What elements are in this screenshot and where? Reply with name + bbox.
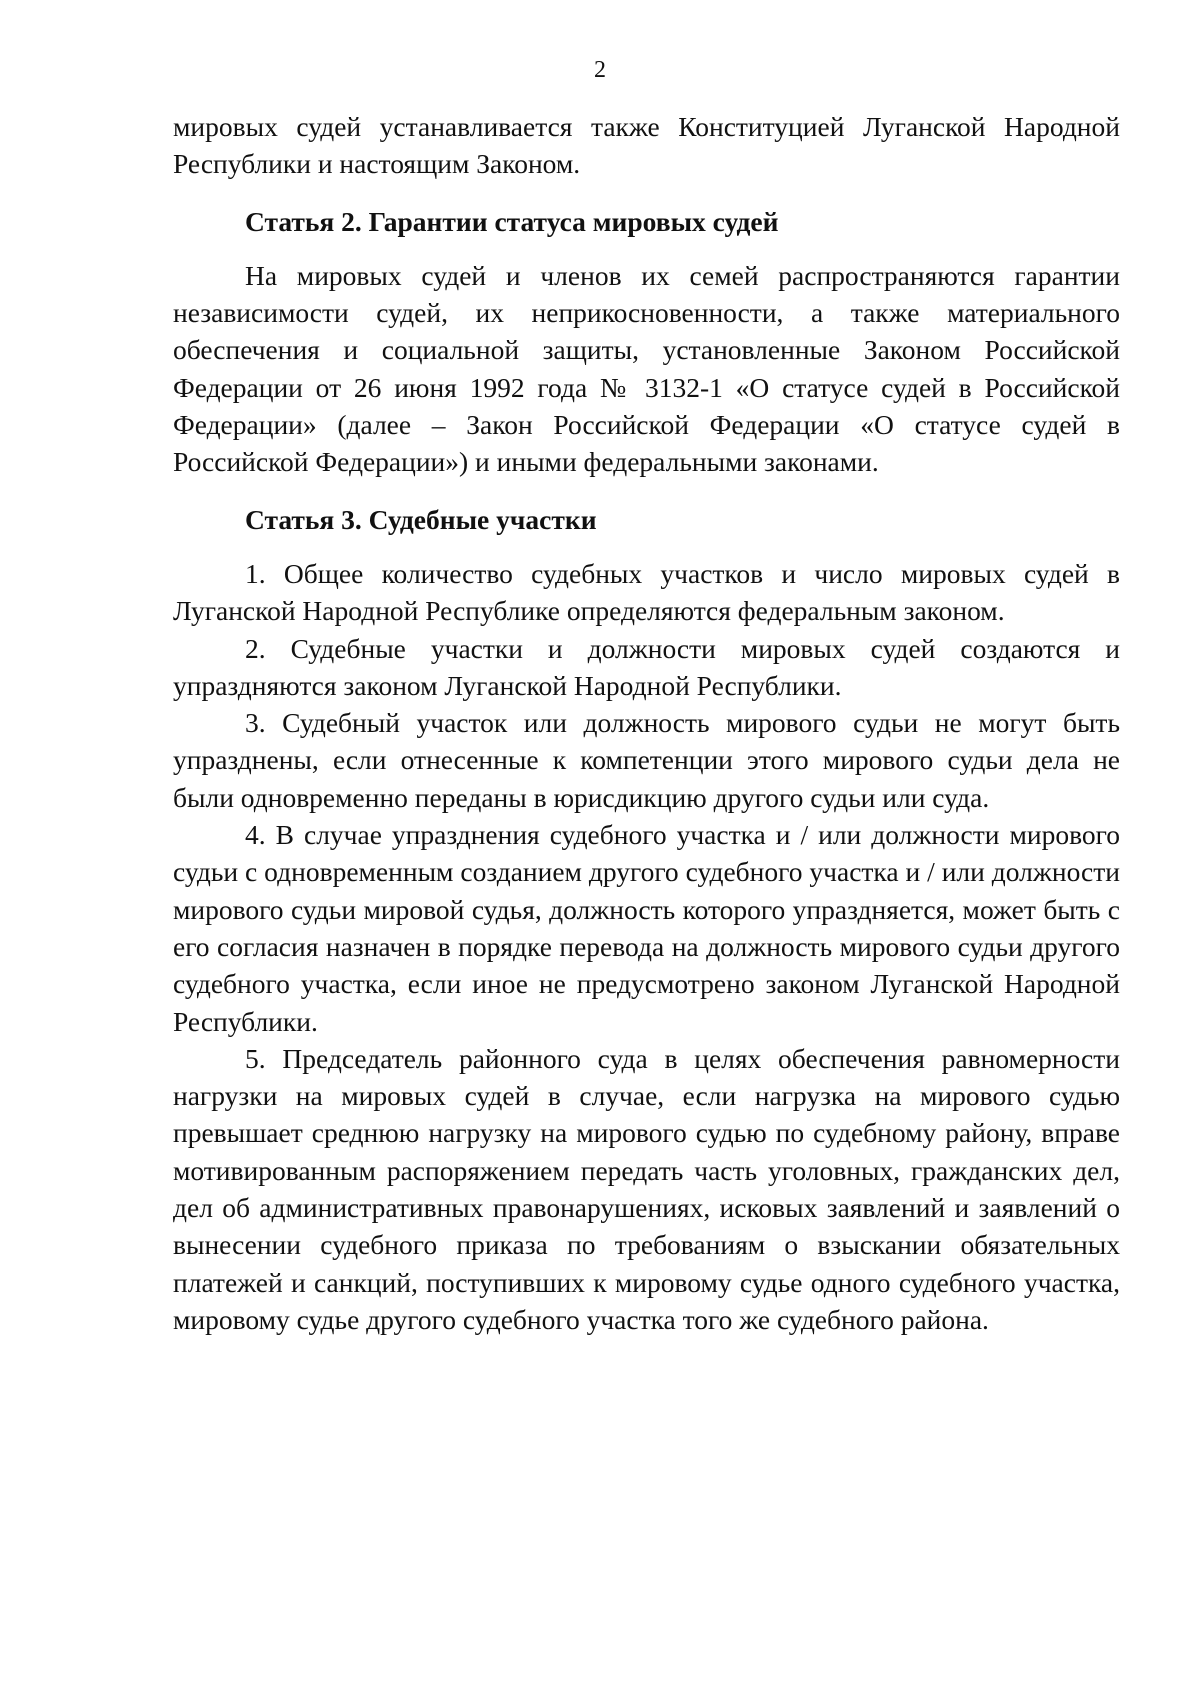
article-3-clause-5: 5. Председатель районного суда в целях обеспечения равномерности нагрузки на мировых судей в случае, если нагрузка на мирового судью превышает среднюю нагрузку на мирового судью по судебному району, вправе мотивированным распоряжением передать часть уголовных, гражданских дел, дел об административных правонарушениях, исковых заявлений и заявлений о вынесении судебного приказа по требованиям о взыскании обязательных платежей и санкций, поступивших к мировому судье одного судебного участка, мировому судье другого судебного участка того же судебного района.	[173, 1042, 1120, 1335]
article-3-clause-3: 3. Судебный участок или должность мирового судьи не могут быть упразднены, если отнесенные к компетенции этого мирового судьи дела не были одновременно переданы в юрисдикцию другого судьи или суда.	[173, 707, 1120, 813]
intro-paragraph: мировых судей устанавливается также Конституцией Луганской Народной Республики и настоящим Законом.	[173, 111, 1120, 180]
article-3-clause-2: 2. Судебные участки и должности мировых судей создаются и упраздняются законом Луганской Народной Республики.	[173, 632, 1120, 701]
article-2-heading: Статья 2. Гарантии статуса мировых судей	[245, 205, 779, 237]
article-3-clause-1: 1. Общее количество судебных участков и число мировых судей в Луганской Народной Республике определяются федеральным законом.	[173, 557, 1120, 627]
document-body	[173, 108, 1120, 1338]
page-number: 2	[594, 57, 606, 83]
article-3-clause-4: 4. В случае упразднения судебного участка и / или должности мирового судьи с одновременным созданием другого судебного участка и / или должности мирового судьи мировой судья, должность которого упраздняется, может быть с его согласия назначен в порядке перевода на должность мирового судьи другого судебного участка, если иное не предусмотрено законом Луганской Народной Республики.	[173, 819, 1120, 1037]
article-3-heading: Статья 3. Судебные участки	[245, 503, 597, 535]
article-2-paragraph: На мировых судей и членов их семей распространяются гарантии независимости судей, их неприкосновенности, а также материального обеспечения и социальной защиты, установленные Законом Российской Федерации от 26 июня 1992 года № 3132-1 «О статусе судей в Российской Федерации» (далее – Закон Российской Федерации «О статусе судей в Российской Федерации») и иными федеральными законами.	[173, 259, 1120, 478]
